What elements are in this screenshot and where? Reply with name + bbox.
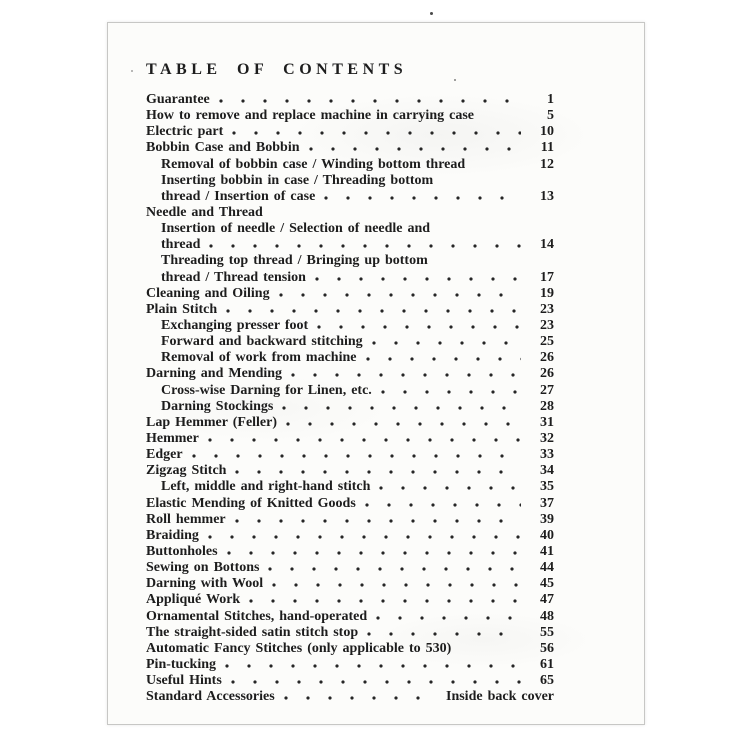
toc-entry-label: Sewing on Bottons bbox=[146, 560, 260, 576]
toc-entry-page: 13 bbox=[540, 188, 554, 204]
scan-speck bbox=[430, 12, 433, 15]
dot-leader bbox=[367, 632, 521, 636]
dot-leader bbox=[317, 325, 521, 329]
toc-entry-label: Automatic Fancy Stitches (only applicable to 530) bbox=[146, 640, 452, 656]
toc-entry-label: Darning with Wool bbox=[146, 576, 264, 592]
toc-content bbox=[146, 61, 554, 705]
dot-leader bbox=[232, 131, 521, 135]
toc-entry-label: Guarantee bbox=[146, 92, 210, 107]
toc-entry bbox=[146, 689, 554, 705]
toc-entry-page: 48 bbox=[540, 608, 554, 624]
toc-entry-page: 5 bbox=[547, 108, 554, 124]
toc-entry-page: 37 bbox=[540, 495, 554, 511]
toc-entry-page: 44 bbox=[540, 560, 554, 576]
toc-entry-label: thread bbox=[161, 237, 201, 253]
toc-entry bbox=[146, 302, 554, 318]
dot-leader bbox=[231, 680, 521, 684]
toc-entry bbox=[146, 350, 554, 366]
toc-entry-label: thread / Thread tension bbox=[161, 269, 306, 285]
toc-entry-label: Cross-wise Darning for Linen, etc. bbox=[161, 382, 372, 398]
toc-entry bbox=[146, 415, 554, 431]
toc-entry-page: 40 bbox=[540, 527, 554, 543]
toc-entry-page: 23 bbox=[540, 317, 554, 333]
toc-entry-label: Threading top thread / Bringing up bottom bbox=[161, 253, 428, 269]
toc-entry-page: 55 bbox=[540, 624, 554, 640]
toc-entry-label: Forward and backward stitching bbox=[161, 334, 363, 350]
toc-entry-page: 19 bbox=[540, 285, 554, 301]
toc-entry-page: 41 bbox=[540, 543, 554, 559]
toc-entry-page: 28 bbox=[540, 398, 554, 414]
toc-entry bbox=[146, 625, 554, 641]
toc-entry-label: Removal of work from machine bbox=[161, 350, 357, 366]
toc-entry-label: Roll hemmer bbox=[146, 511, 226, 527]
dot-leader bbox=[372, 341, 521, 345]
dot-leader bbox=[272, 212, 521, 216]
toc-entry-page: 65 bbox=[540, 673, 554, 689]
toc-entry bbox=[146, 496, 554, 512]
dot-leader bbox=[272, 583, 521, 587]
toc-entry-label: The straight-sided satin stitch stop bbox=[146, 624, 359, 640]
toc-entry-label: Zigzag Stitch bbox=[146, 463, 227, 479]
toc-entry bbox=[146, 124, 554, 140]
toc-entry-page: 25 bbox=[540, 334, 554, 350]
toc-entry bbox=[146, 270, 554, 286]
scan-speck bbox=[131, 70, 133, 72]
toc-entry bbox=[146, 399, 554, 415]
toc-entry bbox=[146, 447, 554, 463]
dot-leader bbox=[279, 293, 521, 297]
toc-entry-page: 61 bbox=[540, 656, 554, 672]
toc-entry bbox=[146, 108, 554, 124]
toc-entry-label: Braiding bbox=[146, 527, 199, 543]
toc-entry bbox=[146, 173, 554, 189]
toc-entry bbox=[146, 286, 554, 302]
toc-entry bbox=[146, 657, 554, 673]
toc-entry bbox=[146, 431, 554, 447]
dot-leader bbox=[365, 503, 521, 507]
toc-entry bbox=[146, 318, 554, 334]
dot-leader bbox=[225, 664, 521, 668]
page-title: TABLE OF CONTENTS bbox=[146, 61, 408, 78]
dot-leader bbox=[442, 180, 521, 184]
toc-entry-page: 26 bbox=[540, 366, 554, 382]
dot-leader bbox=[235, 519, 521, 523]
toc-entry bbox=[146, 157, 554, 173]
toc-entry bbox=[146, 189, 554, 205]
toc-entry-page: 33 bbox=[540, 447, 554, 463]
toc-entry-page: 39 bbox=[540, 511, 554, 527]
toc-entry-label: Useful Hints bbox=[146, 673, 222, 689]
dot-leader bbox=[268, 567, 521, 571]
toc-entry-label: Plain Stitch bbox=[146, 301, 218, 317]
toc-entry bbox=[146, 334, 554, 350]
toc-entry-page: Inside back cover bbox=[446, 689, 554, 705]
toc-entry-page: 12 bbox=[540, 156, 554, 172]
toc-entry-page: 17 bbox=[540, 269, 554, 285]
toc-entry-label: Hemmer bbox=[146, 430, 199, 446]
toc-entry-page: 47 bbox=[540, 592, 554, 608]
toc-entry-page: 27 bbox=[540, 382, 554, 398]
toc-entry-page: 35 bbox=[540, 479, 554, 495]
toc-entry-label: Left, middle and right-hand stitch bbox=[161, 479, 371, 495]
toc-entry bbox=[146, 366, 554, 382]
dot-leader bbox=[282, 406, 521, 410]
toc-entry-label: Exchanging presser foot bbox=[161, 317, 309, 333]
dot-leader bbox=[226, 309, 521, 313]
toc-entry-label: Edger bbox=[146, 447, 183, 463]
dot-leader bbox=[315, 277, 521, 281]
toc-entry bbox=[146, 544, 554, 560]
dot-leader bbox=[192, 454, 521, 458]
toc-entry bbox=[146, 592, 554, 608]
dot-leader bbox=[376, 616, 521, 620]
toc-entry-page: 31 bbox=[540, 414, 554, 430]
dot-leader bbox=[235, 470, 521, 474]
dot-leader bbox=[324, 196, 521, 200]
toc-entry-label: Bobbin Case and Bobbin bbox=[146, 140, 300, 156]
dot-leader bbox=[219, 99, 521, 103]
toc-entry-label: Darning and Mending bbox=[146, 366, 283, 382]
dot-leader bbox=[249, 599, 521, 603]
toc-entry-label: Darning Stockings bbox=[161, 398, 274, 414]
dot-leader bbox=[291, 373, 521, 377]
dot-leader bbox=[381, 390, 521, 394]
toc-entry-label: Lap Hemmer (Feller) bbox=[146, 414, 278, 430]
toc-entry-label: Standard Accessories bbox=[146, 689, 275, 705]
toc-entry-label: Insertion of needle / Selection of needle and bbox=[161, 221, 431, 237]
toc-list bbox=[146, 92, 554, 705]
toc-entry bbox=[146, 609, 554, 625]
toc-entry bbox=[146, 576, 554, 592]
toc-entry bbox=[146, 205, 554, 221]
dot-leader bbox=[286, 422, 521, 426]
toc-entry-page: 11 bbox=[540, 140, 554, 156]
dot-leader bbox=[209, 244, 521, 248]
toc-entry-label: Ornamental Stitches, hand-operated bbox=[146, 608, 368, 624]
toc-entry-page: 56 bbox=[540, 640, 554, 656]
dot-leader bbox=[379, 486, 521, 490]
toc-entry bbox=[146, 92, 554, 108]
toc-entry-page: 10 bbox=[540, 124, 554, 140]
toc-entry bbox=[146, 383, 554, 399]
dot-leader bbox=[284, 696, 437, 700]
toc-entry-page: 45 bbox=[540, 576, 554, 592]
toc-entry-label: Buttonholes bbox=[146, 543, 218, 559]
toc-entry-label: Inserting bobbin in case / Threading bottom bbox=[161, 172, 434, 188]
toc-entry bbox=[146, 140, 554, 156]
toc-entry-label: Pin-tucking bbox=[146, 656, 217, 672]
toc-entry bbox=[146, 512, 554, 528]
dot-leader bbox=[366, 357, 522, 361]
dot-leader bbox=[474, 164, 521, 168]
toc-entry-label: Appliqué Work bbox=[146, 592, 241, 608]
dot-leader bbox=[460, 648, 521, 652]
toc-entry-page: 1 bbox=[547, 92, 554, 107]
toc-entry bbox=[146, 673, 554, 689]
toc-entry-page: 32 bbox=[540, 430, 554, 446]
toc-entry bbox=[146, 528, 554, 544]
dot-leader bbox=[227, 551, 521, 555]
toc-entry-page: 23 bbox=[540, 301, 554, 317]
toc-entry bbox=[146, 641, 554, 657]
toc-entry bbox=[146, 253, 554, 269]
toc-entry-label: Removal of bobbin case / Winding bottom thread bbox=[161, 156, 466, 172]
toc-entry bbox=[146, 560, 554, 576]
dot-leader bbox=[309, 147, 521, 151]
toc-entry bbox=[146, 463, 554, 479]
dot-leader bbox=[208, 535, 521, 539]
toc-entry bbox=[146, 479, 554, 495]
toc-entry-label: Elastic Mending of Knitted Goods bbox=[146, 495, 356, 511]
toc-entry bbox=[146, 237, 554, 253]
dot-leader bbox=[483, 115, 521, 119]
dot-leader bbox=[208, 438, 521, 442]
toc-entry-label: Needle and Thread bbox=[146, 204, 263, 220]
toc-entry-page: 26 bbox=[540, 350, 554, 366]
toc-entry-label: thread / Insertion of case bbox=[161, 188, 316, 204]
dot-leader bbox=[439, 228, 521, 232]
toc-entry-label: How to remove and replace machine in carrying case bbox=[146, 108, 474, 124]
toc-entry-page: 34 bbox=[540, 463, 554, 479]
toc-entry-label: Electric part bbox=[146, 124, 224, 140]
paper-sheet bbox=[107, 22, 645, 725]
toc-entry bbox=[146, 221, 554, 237]
toc-entry-label: Cleaning and Oiling bbox=[146, 285, 270, 301]
dot-leader bbox=[437, 260, 521, 264]
toc-entry-page: 14 bbox=[540, 237, 554, 253]
